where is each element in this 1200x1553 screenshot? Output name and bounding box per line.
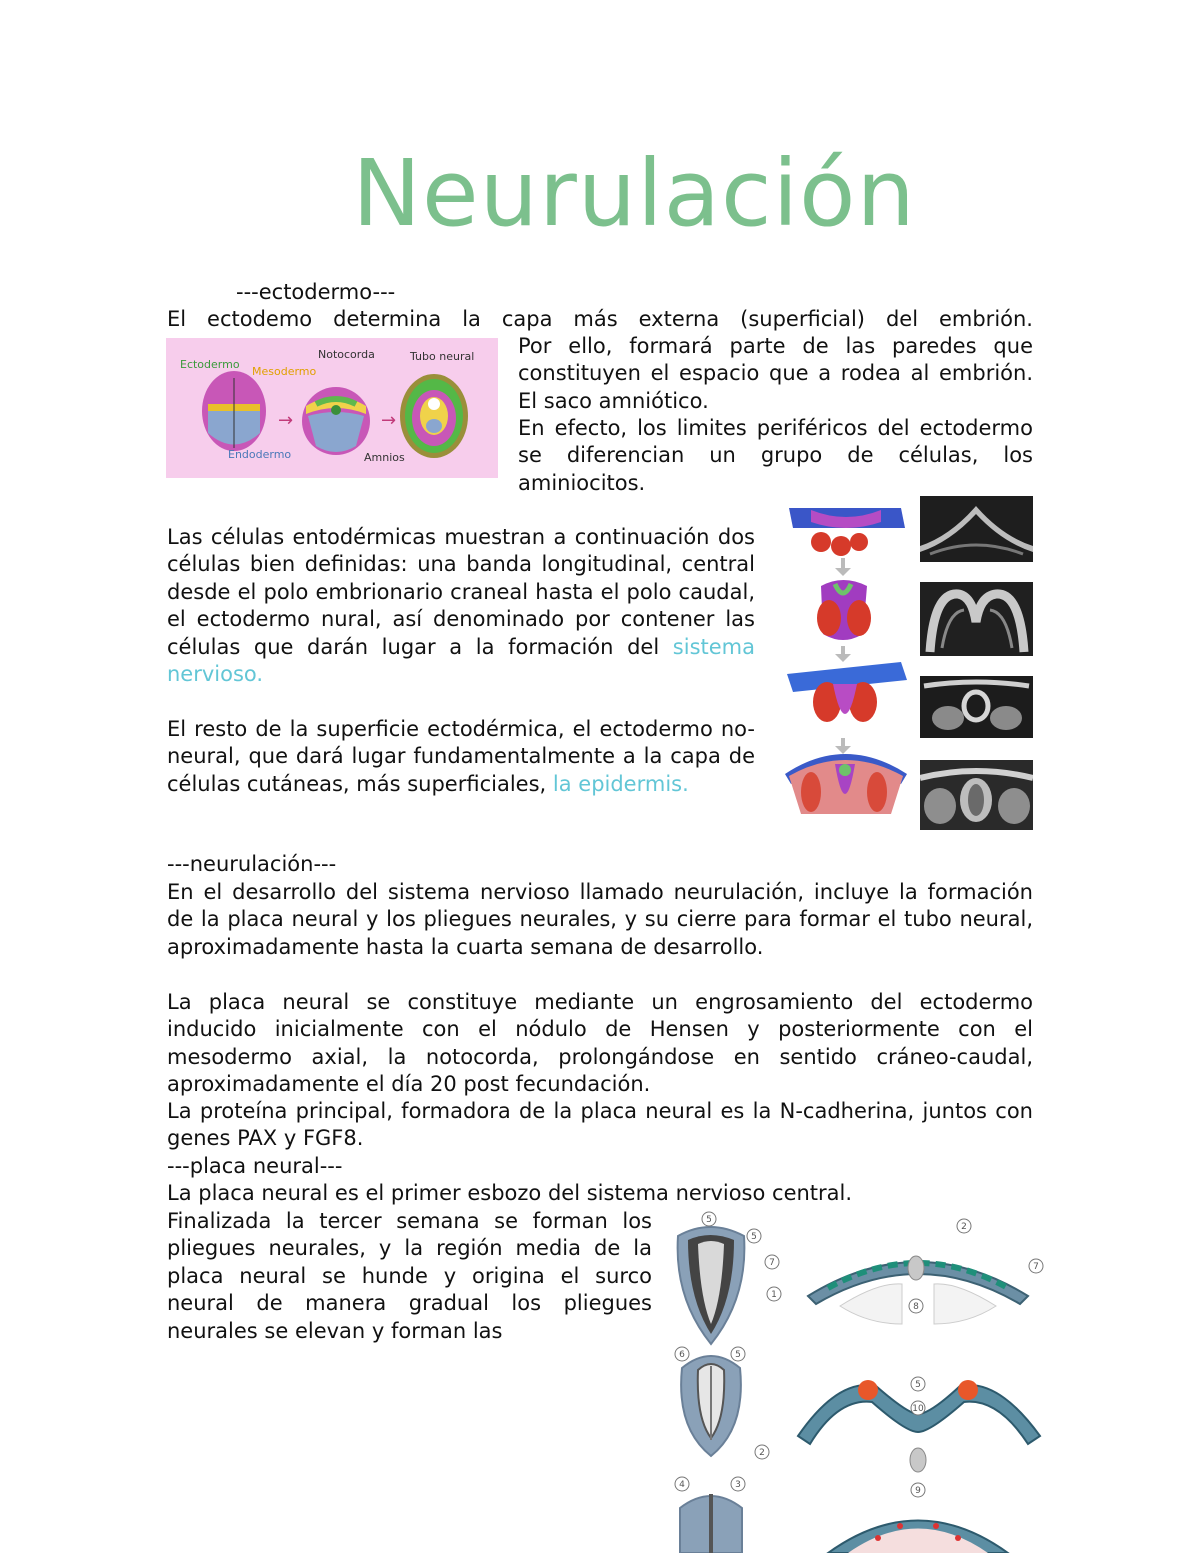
placa-neural-para-1: Finalizada la tercer semana se forman los pliegues neurales, y la región media de la placa neural se hunde y origina el surco neural de manera gradual los pliegues neurales se elevan y forman las — [167, 1209, 652, 1343]
callout-5: 2 — [961, 1222, 967, 1232]
callout-9: 5 — [735, 1350, 741, 1360]
germ-layers-figure — [166, 338, 498, 478]
entodermo-para-2 — [167, 716, 755, 798]
page-title: Neurulación — [352, 140, 916, 247]
svg-text:→: → — [278, 410, 294, 431]
callout-10: 2 — [759, 1448, 765, 1458]
callout-11: 5 — [915, 1380, 921, 1390]
section-heading-ectodermo: ---ectodermo--- — [236, 280, 396, 304]
micrograph-stage-4 — [920, 760, 1033, 830]
link-la-epidermis[interactable]: la epidermis. — [552, 771, 689, 796]
svg-text:→: → — [381, 410, 397, 431]
neurulacion-para-2: La placa neural se constituye mediante un engrosamiento del ectodermo inducido inicialmente con el nódulo de Hensen y posteriormente con el mesodermo axial, la notocorda, prolongándose en sentido cráneo-caudal, aproximadamente el día 20 post fecundación. — [167, 990, 1033, 1097]
micrograph-stage-2 — [920, 582, 1033, 656]
label-mesodermo: Mesodermo — [252, 365, 317, 378]
label-tubo-neural: Tubo neural — [410, 350, 475, 363]
callout-2: 5 — [751, 1232, 757, 1242]
callout-13: 4 — [679, 1480, 685, 1490]
neural-plate-figure — [668, 1208, 1048, 1553]
callout-15: 9 — [915, 1486, 921, 1496]
section-heading-placa-neural: ---placa neural--- — [167, 1154, 343, 1178]
label-endodermo: Endodermo — [228, 448, 292, 461]
callout-4: 1 — [771, 1290, 777, 1300]
callout-8: 6 — [679, 1350, 685, 1360]
neurulation-stages-figure — [781, 494, 911, 834]
entodermo-para-2-text: El resto de la superficie ectodérmica, el ectodermo no-neural, que dará lugar fundamentalmente a la capa de células cutáneas, más superficiales, — [167, 717, 755, 796]
ectodermo-para-a: Por ello, formará parte de las paredes que constituyen el espacio que a rodea al embrión. El saco amniótico. — [518, 334, 1033, 413]
ectodermo-intro: El ectodemo determina la capa más externa (superficial) del embrión. — [167, 307, 1033, 331]
ectodermo-para-b: En efecto, los limites periféricos del ectodermo se diferencian un grupo de células, los aminiocitos. — [518, 416, 1033, 495]
neurulacion-para-3: La proteína principal, formadora de la placa neural es la N-cadherina, juntos con genes PAX y FGF8. — [167, 1099, 1033, 1151]
callout-14: 3 — [735, 1480, 741, 1490]
placa-neural-intro: La placa neural es el primer esbozo del sistema nervioso central. — [167, 1181, 853, 1205]
callout-3: 7 — [769, 1258, 775, 1268]
micrograph-stage-3 — [920, 676, 1033, 738]
micrograph-stage-1 — [920, 496, 1033, 562]
label-ectodermo: Ectodermo — [180, 358, 240, 371]
section-heading-neurulacion: ---neurulación--- — [167, 852, 337, 876]
entodermo-para-1 — [167, 524, 755, 688]
callout-6: 7 — [1033, 1262, 1039, 1272]
label-amnios: Amnios — [364, 451, 405, 464]
callout-12: 10 — [912, 1404, 924, 1414]
callout-1: 5 — [706, 1215, 712, 1225]
callout-7: 8 — [913, 1302, 919, 1312]
entodermo-para-1-text: Las células entodérmicas muestran a continuación dos células bien definidas: una banda longitudinal, central desde el polo embrionario craneal hasta el polo caudal, el ectodermo nural, así denominado por contener las células que darán lugar a la formación del — [167, 525, 755, 659]
link-sistema-nervioso[interactable]: sistema nervioso. — [167, 634, 755, 687]
neurulacion-para-1: En el desarrollo del sistema nervioso llamado neurulación, incluye la formación de la placa neural y los pliegues neurales, y su cierre para formar el tubo neural, aproximadamente hasta la cuarta semana de desarrollo. — [167, 880, 1033, 959]
label-notocorda: Notocorda — [318, 348, 375, 361]
